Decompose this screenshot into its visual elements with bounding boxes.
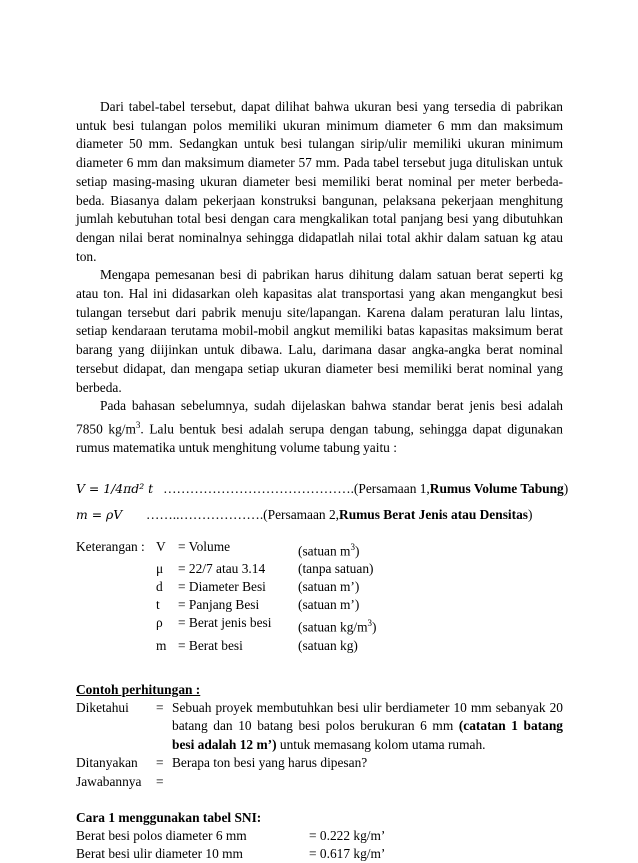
ditanyakan-text: Berapa ton besi yang harus dipesan? [172,755,368,771]
formula-volume-close: ) [563,480,569,496]
diketahui-note: (catatan 1 batang besi adalah 12 m’) [172,718,563,752]
diketahui-main: Sebuah proyek membutuhkan besi ulir berdiameter 10 mm sebanyak 20 batang dan 10 batang besi polos berukuran 6 mm [172,699,563,734]
formula-density-dots: ……..……………….(Persamaan 2, [146,506,340,522]
formula-density-close: ) [528,506,533,522]
formula-volume-title: Rumus Volume Tabung [429,480,564,496]
keterangan-unit-text: (satuan m [298,543,351,559]
keterangan-symbol: t [156,597,160,613]
diketahui-row [76,699,563,755]
keterangan-unit-close: ) [354,543,360,559]
formula-volume-math: V = 1/4πd² t [76,480,154,496]
ditanyakan-equals: = [156,755,164,771]
keterangan-unit [298,538,359,560]
weight-label: Berat besi polos diameter 6 mm [76,828,247,844]
keterangan-symbol: d [156,579,163,595]
paragraph-1: Dari tabel-tabel tersebut, dapat dilihat bahwa ukuran besi yang tersedia di pabrikan untuk besi tulangan polos memiliki ukuran minimum diameter 6 mm dan maksimum diameter 50 mm. Sedangkan untuk besi tulangan sirip/ulir memiliki ukuran minimum diameter 6 mm dan maksimum diameter 57 mm. Pada tabel tersebut juga dituliskan untuk setiap masing-masing ukuran diameter besi memiliki berat nominal per meter berbeda-beda. Biasanya dalam pekerjaan konstruksi bangunan, pelaksana pekerjaan menghitung jumlah kebutuhan total besi dengan cara mengkalikan total panjang besi yang dibutuhkan dengan nilai berat nominalnya sehingga didapatlah nilai total akhir dalam satuan kg atau ton. [76,99,563,264]
keterangan-row [76,637,563,655]
keterangan-symbol: μ [156,561,164,577]
keterangan-unit [298,614,377,636]
jawaban-equals: = [156,773,164,789]
keterangan-symbol: ρ [156,615,163,631]
weight-row [76,845,563,863]
keterangan-symbol: m [156,637,167,653]
weight-label: Berat besi ulir diameter 10 mm [76,846,243,862]
example-heading: Contoh perhitungan : [76,681,201,697]
formula-volume [76,480,569,498]
cara1-heading: Cara 1 menggunakan tabel SNI: [76,810,262,826]
keterangan-definition: = 22/7 atau 3.14 [178,561,266,577]
keterangan-definition: = Diameter Besi [178,579,266,595]
diketahui-end: untuk memasang kolom utama rumah. [276,736,486,752]
formula-density-math: m = ρV [76,506,123,522]
keterangan-unit: (satuan m’) [298,597,360,613]
ditanyakan-label: Ditanyakan [76,755,138,771]
keterangan-definition: = Panjang Besi [178,597,260,613]
keterangan-unit-sup: 3 [367,618,373,629]
keterangan-row [76,578,563,596]
keterangan-unit-close: ) [372,619,377,635]
keterangan-unit: (tanpa satuan) [298,561,374,577]
keterangan-row [76,538,563,560]
paragraph-3-start: Pada bahasan sebelumnya, sudah dijelaskan bahwa standar berat jenis besi adalah 7850 kg/m [76,398,563,437]
keterangan-unit: (satuan kg) [298,637,358,653]
keterangan-row [76,614,563,636]
cubic-superscript: 3 [135,419,141,430]
keterangan-row [76,596,563,614]
diketahui-label: Diketahui [76,699,129,715]
diketahui-text [172,699,563,755]
diketahui-equals: = [156,699,164,715]
weight-value: = 0.222 kg/m’ [309,828,386,844]
keterangan-unit: (satuan m’) [298,579,360,595]
keterangan-definition: = Berat besi [178,637,243,653]
formula-density-title: Rumus Berat Jenis atau Densitas [339,506,528,522]
jawaban-row [76,773,563,792]
weight-row [76,827,563,845]
paragraph-3-end: . Lalu bentuk besi adalah serupa dengan tabung, sehingga dapat digunakan rumus matematika untuk menghitung volume tabung yaitu : [76,421,563,456]
formula-volume-dots: …………………………………….(Persamaan 1, [163,480,430,496]
keterangan-unit-text: (satuan kg/m [298,619,368,635]
keterangan-definition: = Volume [178,538,231,554]
weight-value: = 0.617 kg/m’ [309,846,386,862]
keterangan-row [76,560,563,578]
ditanyakan-row [76,754,563,773]
paragraph-2: Mengapa pemesanan besi di pabrikan harus dihitung dalam satuan berat seperti kg atau ton. Hal ini didasarkan oleh kapasitas alat transportasi yang akan mengangkut besi tulangan tersebut dari pabrik menuju site/lapangan. Karena dalam peraturan lalu lintas, setiap kendaraan terutama mobil-mobil angkut memiliki batas kapasitas maksimum berat barang yang diijinkan untuk dibawa. Lalu, darimana dasar angka-angka berat nominal tersebut didapat, dan mengapa setiap ukuran diameter besi memiliki berat nominal yang berbeda. [76,267,563,395]
document-page [76,98,569,863]
jawaban-label: Jawabannya [76,773,142,789]
formula-density [76,506,563,524]
keterangan-unit-sup: 3 [350,541,355,552]
paragraph-3 [76,397,563,458]
keterangan-label: Keterangan : [76,538,145,554]
keterangan-list [76,538,563,655]
keterangan-symbol: V [156,538,166,554]
keterangan-definition: = Berat jenis besi [178,615,272,631]
